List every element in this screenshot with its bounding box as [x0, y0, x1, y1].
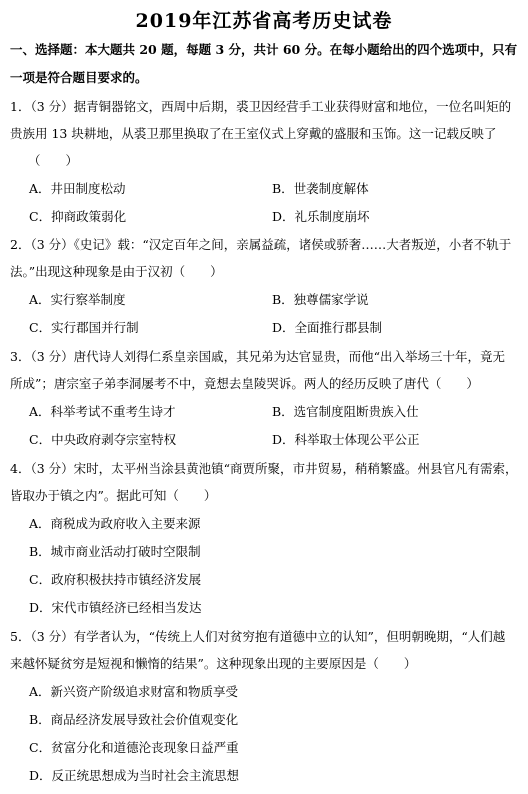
question-4-stem-line1: 4．（3 分）宋时，太平州当涂县黄池镇“商贾所聚，市井贸易，稍稍繁盛。州县官凡有需索， — [10, 461, 518, 476]
section-instructions-line1: 一、选择题：本大题共 20 题，每题 3 分，共计 60 分。在每小题给出的四个选项中，只有 — [10, 42, 518, 57]
question-2-stem-line2: 法。”出现这种现象是由于汉初（ ） — [10, 264, 223, 279]
section-instructions-line2: 一项是符合题目要求的。 — [10, 70, 148, 85]
question-1-stem-line1: 1．（3 分）据青铜器铭文，西周中后期，裘卫因经营手工业获得财富和地位，一位名叫矩的 — [10, 99, 512, 114]
question-4-stem-line2: 皆取办于镇之内”。据此可知（ ） — [10, 488, 217, 503]
question-3-stem-line1: 3．（3 分）唐代诗人刘得仁系皇亲国戚，其兄弟为达官显贵，而他“出入举场三十年，竟无 — [10, 349, 506, 364]
question-2-option-a[interactable]: A．实行察举制度 — [29, 292, 126, 307]
question-5-stem-line2: 来越怀疑贫穷是短视和懒惰的结果”。这种现象出现的主要原因是（ ） — [10, 656, 417, 671]
question-4-option-c[interactable]: C．政府积极扶持市镇经济发展 — [29, 572, 202, 587]
question-5-option-b[interactable]: B．商品经济发展导致社会价值观变化 — [29, 712, 239, 727]
question-4-option-d[interactable]: D．宋代市镇经济已经相当发达 — [29, 600, 202, 615]
question-5-option-a[interactable]: A．新兴资产阶级追求财富和物质享受 — [29, 684, 239, 699]
question-2-option-b[interactable]: B．独尊儒家学说 — [272, 292, 369, 307]
question-1-option-b[interactable]: B．世袭制度解体 — [272, 181, 369, 196]
question-2-stem-line1: 2．（3 分）《史记》载：“汉定百年之间，亲属益疏，诸侯或骄奢……大者叛逆，小者不轨于 — [10, 237, 512, 252]
question-1-stem-line3: （ ） — [28, 153, 79, 168]
question-5-option-d[interactable]: D．反正统思想成为当时社会主流思想 — [29, 768, 240, 783]
question-3-option-b[interactable]: B．选官制度阻断贵族入仕 — [272, 404, 419, 419]
question-3-stem-line2: 所成”；唐宗室子弟李洞屡考不中，竟想去皇陵哭诉。两人的经历反映了唐代（ ） — [10, 376, 479, 391]
question-2-option-c[interactable]: C．实行郡国并行制 — [29, 320, 139, 335]
question-2-option-d[interactable]: D．全面推行郡县制 — [272, 320, 383, 335]
question-3-option-d[interactable]: D．科举取士体现公平公正 — [272, 432, 420, 447]
question-5-option-c[interactable]: C．贫富分化和道德沦丧现象日益严重 — [29, 740, 239, 755]
question-5-stem-line1: 5．（3 分）有学者认为，“传统上人们对贫穷抱有道德中立的认知”，但明朝晚期，“人们越 — [10, 629, 506, 644]
question-3-option-c[interactable]: C．中央政府剥夺宗室特权 — [29, 432, 177, 447]
exam-title: 2019年江苏省高考历史试卷 — [135, 10, 393, 32]
question-1-stem-line2: 贵族用 13 块耕地，从裘卫那里换取了在王室仪式上穿戴的盛服和玉饰。这一记载反映了 — [10, 126, 497, 141]
question-1-option-a[interactable]: A．井田制度松动 — [29, 181, 126, 196]
question-3-option-a[interactable]: A．科举考试不重考生诗才 — [29, 404, 176, 419]
question-1-option-d[interactable]: D．礼乐制度崩坏 — [272, 209, 370, 224]
question-4-option-b[interactable]: B．城市商业活动打破时空限制 — [29, 544, 201, 559]
question-1-option-c[interactable]: C．抑商政策弱化 — [29, 209, 127, 224]
question-4-option-a[interactable]: A．商税成为政府收入主要来源 — [29, 516, 201, 531]
